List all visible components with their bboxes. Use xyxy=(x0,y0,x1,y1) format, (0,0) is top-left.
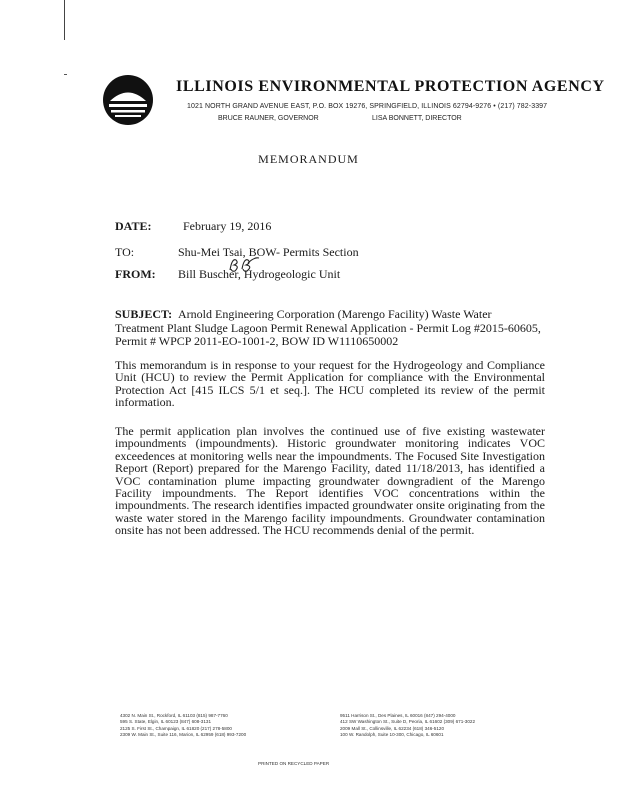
date-value: February 19, 2016 xyxy=(183,219,272,233)
agency-name: ILLINOIS ENVIRONMENTAL PROTECTION AGENCY xyxy=(176,78,605,95)
to-label: TO: xyxy=(115,245,135,259)
footer-right-line: 100 W. Randolph, Suite 10-300, Chicago, IL 60601 xyxy=(340,732,444,738)
footer-right-line: 2009 Mall St., Collinsville, IL 62234 (618) 346-5120 xyxy=(340,725,445,731)
footer-left-line: 2125 S. First St., Champaign, IL 61820 (217) 278-5800 xyxy=(120,725,232,731)
body-paragraph-1: This memorandum is in response to your request for the Hydrogeology and Compliance Unit (HCU) to review the Permit Application for compliance with the Environmental Protection Act [415 ILCS 5/1 et seq.]. The HCU completed its review of the permit information. xyxy=(115,358,545,410)
footer-right-line: 9511 Harrison St., Des Plaines, IL 60016 (847) 294-4000 xyxy=(340,713,456,718)
footer-left-line: 2309 W. Main St., Suite 116, Marion, IL 62959 (618) 993-7200 xyxy=(120,732,247,738)
footer-left-line: 595 S. State, Elgin, IL 60123 (847) 608-3131 xyxy=(120,719,212,725)
agency-address: 1021 NORTH GRAND AVENUE EAST, P.O. BOX 19276, SPRINGFIELD, ILLINOIS 62794-9276 • (217) 782-3397 xyxy=(187,103,548,110)
subject-line-1: Arnold Engineering Corporation (Marengo Facility) Waste Water xyxy=(178,307,492,321)
director-name: LISA BONNETT, DIRECTOR xyxy=(372,115,462,122)
recycled-paper-note: PRINTED ON RECYCLED PAPER xyxy=(258,761,330,766)
body-paragraph-2: The permit application plan involves the continued use of five existing wastewater impoundments (impoundments). Historic groundwater monitoring indicates VOC exceedences at monitoring wells near the impoundments. The Focused Site Investigation Report (Report) prepared for the Marengo Facility, dated 11/18/2013, has identified a VOC contamination plume impacting groundwater downgradient of the Marengo Facility impoundments. The Report identifies VOC concentrations within the impoundments. The research identifies impacted groundwater onsite originating from the waste water stored in the Marengo facility impoundments. Groundwater contamination onsite has not been addressed. The HCU recommends denial of the permit. xyxy=(115,424,545,538)
memo-title: MEMORANDUM xyxy=(258,152,359,166)
agency-logo-icon xyxy=(102,74,154,126)
subject-line-3: Permit # WPCP 2011-EO-1001-2, BOW ID W1110650002 xyxy=(115,334,399,348)
from-label: FROM: xyxy=(115,267,156,281)
subject-label: SUBJECT: xyxy=(115,307,173,321)
subject-line-2: Treatment Plant Sludge Lagoon Permit Renewal Application - Permit Log #2015-60605, xyxy=(115,321,541,335)
scan-edge-mark xyxy=(64,74,67,75)
from-value: Bill Buscher, Hydrogeologic Unit xyxy=(178,267,341,281)
footer-left-offices xyxy=(120,713,246,739)
footer-right-offices xyxy=(340,713,475,739)
scan-edge-line xyxy=(64,0,65,40)
footer-left-line: 4302 N. Main St., Rockford, IL 61103 (815) 987-7760 xyxy=(120,713,228,718)
footer-right-line: 412 SW Washington St., Suite D, Peoria, IL 61602 (309) 671-3022 xyxy=(340,719,475,725)
date-label: DATE: xyxy=(115,219,152,233)
governor-name: BRUCE RAUNER, GOVERNOR xyxy=(218,115,319,122)
to-value: Shu-Mei Tsai, BOW- Permits Section xyxy=(178,245,359,259)
